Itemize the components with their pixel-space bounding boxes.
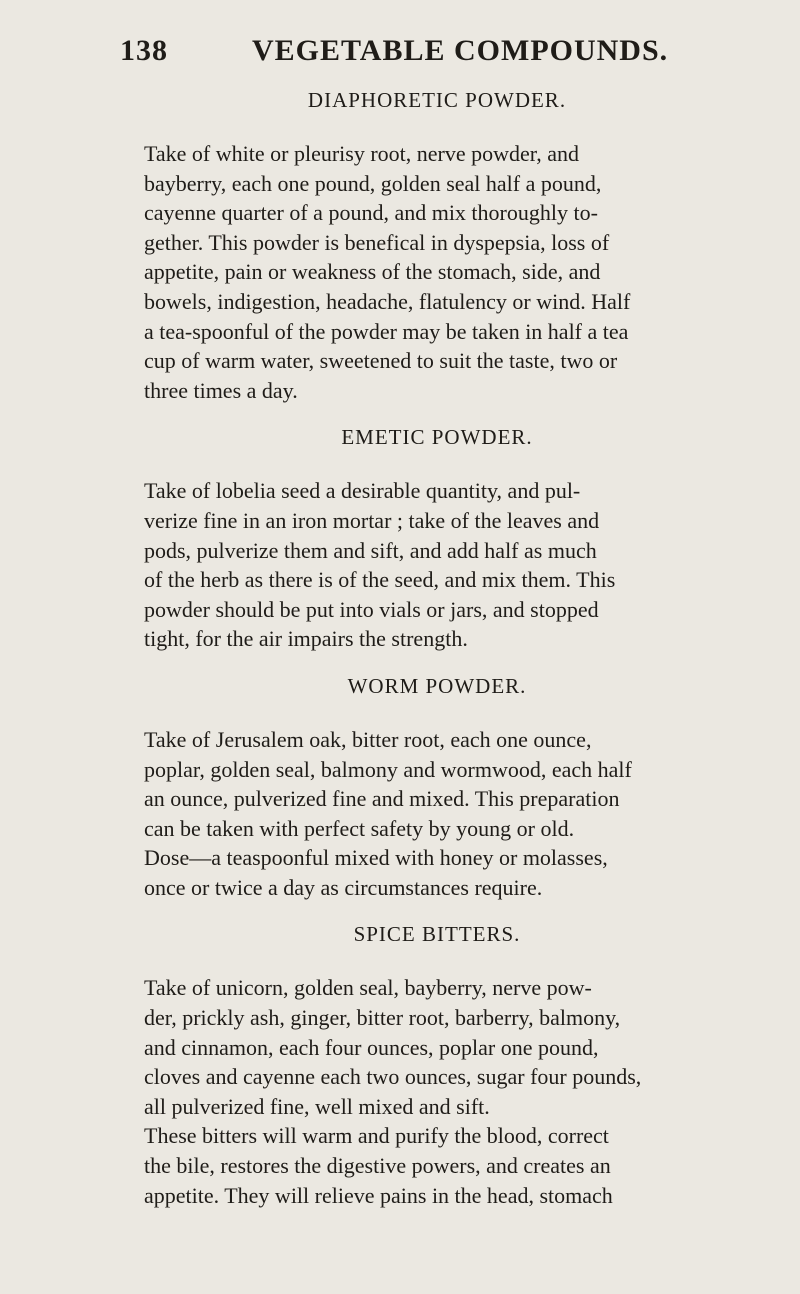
running-head-title: VEGETABLE COMPOUNDS. <box>252 34 669 67</box>
text-line: cayenne quarter of a pound, and mix thoroughly to- <box>144 200 598 226</box>
text-line: cup of warm water, sweetened to suit the taste, two or <box>144 348 618 374</box>
text-line: cloves and cayenne each two ounces, sugar four pounds, <box>144 1064 642 1090</box>
section-heading-diaphoretic-powder: DIAPHORETIC POWDER. <box>307 88 567 112</box>
page-number: 138 <box>120 34 168 67</box>
paragraph-diaphoretic-powder <box>120 139 754 405</box>
text-line: pods, pulverize them and sift, and add half as much <box>144 537 597 563</box>
text-line: Dose—a teaspoonful mixed with honey or molasses, <box>144 845 608 871</box>
text-line: once or twice a day as circumstances require. <box>144 874 543 900</box>
text-line: der, prickly ash, ginger, bitter root, barberry, balmony, <box>144 1005 621 1031</box>
text-line: three times a day. <box>144 377 298 403</box>
text-line: Take of lobelia seed a desirable quantity, and pul- <box>144 478 581 504</box>
section-heading-emetic-powder: EMETIC POWDER. <box>341 425 533 450</box>
text-line: bayberry, each one pound, golden seal half a pound, <box>144 170 602 196</box>
text-line: tight, for the air impairs the strength. <box>144 626 468 652</box>
text-line: These bitters will warm and purify the blood, correct <box>144 1123 609 1149</box>
paragraph-spice-bitters-effects <box>120 1121 754 1210</box>
text-line: an ounce, pulverized fine and mixed. This preparation <box>144 786 620 812</box>
text-line: can be taken with perfect safety by young or old. <box>144 815 575 841</box>
text-line: a tea-spoonful of the powder may be taken in half a tea <box>144 318 629 344</box>
section-heading-spice-bitters: SPICE BITTERS. <box>353 922 521 947</box>
text-line: Take of white or pleurisy root, nerve powder, and <box>144 141 579 166</box>
text-line: verize fine in an iron mortar ; take of the leaves and <box>144 507 600 533</box>
text-line: appetite. They will relieve pains in the head, stomach <box>144 1182 613 1208</box>
paragraph-worm-powder <box>120 725 754 843</box>
text-line: Take of unicorn, golden seal, bayberry, nerve pow- <box>144 975 592 1001</box>
text-line: powder should be put into vials or jars, and stopped <box>144 596 599 622</box>
text-line: Take of Jerusalem oak, bitter root, each one ounce, <box>144 726 592 752</box>
text-line: and cinnamon, each four ounces, poplar one pound, <box>144 1034 599 1060</box>
running-head <box>120 24 754 70</box>
text-line: of the herb as there is of the seed, and mix them. This <box>144 567 616 593</box>
text-line: all pulverized fine, well mixed and sift. <box>144 1093 490 1119</box>
section-heading-worm-powder: WORM POWDER. <box>347 673 527 698</box>
paragraph-emetic-powder <box>120 476 754 654</box>
paragraph-spice-bitters <box>120 973 754 1121</box>
text-line: poplar, golden seal, balmony and wormwood, each half <box>144 756 632 782</box>
text-line: bowels, indigestion, headache, flatulency or wind. Half <box>144 288 631 314</box>
text-line: the bile, restores the digestive powers, and creates an <box>144 1153 611 1179</box>
paragraph-worm-powder-dose <box>120 843 754 902</box>
text-line: gether. This powder is benefical in dyspepsia, loss of <box>144 229 610 255</box>
text-line: appetite, pain or weakness of the stomach, side, and <box>144 259 601 285</box>
